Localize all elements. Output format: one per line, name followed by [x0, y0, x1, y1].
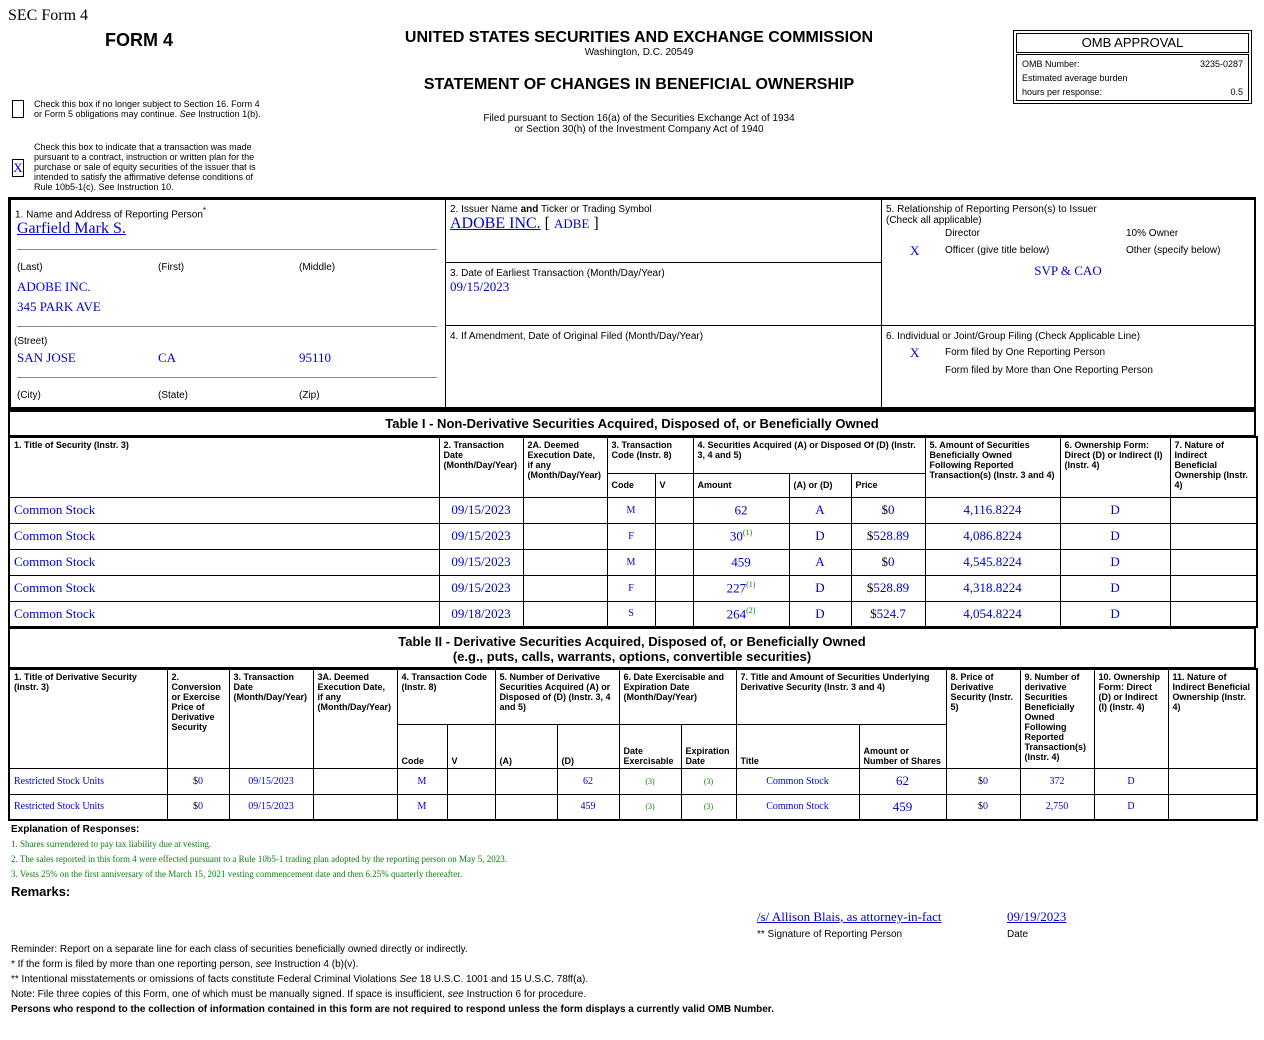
t1-deemed-cell [523, 601, 607, 627]
t1-form-cell: D [1060, 497, 1170, 523]
t2-date-cell: 09/15/2023 [229, 794, 313, 820]
name-rule [17, 249, 437, 250]
t1-form-cell: D [1060, 523, 1170, 549]
t1-price-dollar: $ [881, 554, 888, 569]
footer-note-1b: Instruction 4 (b)(v). [274, 959, 359, 970]
t1-h3: 3. Transaction Code (Instr. 8) [607, 437, 693, 473]
filed-pursuant-2: or Section 30(h) of the Investment Company Act of 1940 [514, 124, 764, 135]
t2-h11: 11. Nature of Indirect Beneficial Ownership (Instr. 4) [1168, 669, 1257, 768]
t1-code-cell: M [607, 497, 655, 523]
rule10b5-line: pursuant to a contract, instruction or written plan for the [34, 152, 255, 162]
t1-nature-cell [1170, 497, 1257, 523]
t1-amount-cell [693, 549, 789, 575]
t1-h5: 5. Amount of Securities Beneficially Owned Following Reported Transaction(s) (Instr. 3 and 4) [925, 437, 1060, 497]
footer-note-1 [11, 959, 358, 970]
filed-pursuant-1: Filed pursuant to Section 16(a) of the Securities Exchange Act of 1934 [483, 113, 795, 124]
bracket-open: [ [544, 215, 550, 232]
footer-omb-notice: Persons who respond to the collection of information contained in this form are not required to respond unless the form displays a currently valid OMB Number. [11, 1004, 774, 1015]
t1-v-cell [655, 523, 693, 549]
t1-price-dollar: $ [870, 605, 877, 621]
t1-h2: 2. Transaction Date (Month/Day/Year) [439, 437, 523, 497]
agency-title: UNITED STATES SECURITIES AND EXCHANGE COMMISSION [404, 29, 874, 46]
box6-label: 6. Individual or Joint/Group Filing (Check Applicable Line) [886, 331, 1141, 342]
t1-v-cell [655, 601, 693, 627]
t1-code-cell: S [607, 601, 655, 627]
box1-label-text: 1. Name and Address of Reporting Person [15, 209, 203, 221]
city-rule [17, 377, 437, 378]
t1-amount-cell [693, 497, 789, 523]
t2-uamount-cell: 62 [859, 768, 946, 794]
city-value: SAN JOSE [17, 350, 76, 365]
table1-title: Table I - Non-Derivative Securities Acquired, Disposed of, or Beneficially Owned [8, 410, 1256, 437]
omb-burden-label-1: Estimated average burden [1022, 73, 1128, 83]
t1-price-value: 528.89 [873, 580, 910, 595]
t1-price-cell [851, 549, 925, 575]
t2-utitle-cell: Common Stock [736, 794, 859, 820]
t2-h2: 2. Conversion or Exercise Price of Derivative Security [167, 669, 229, 768]
t2-conv-value: 0 [198, 775, 203, 787]
t2-conv-cell [167, 768, 229, 794]
one-person-check[interactable]: X [910, 345, 920, 360]
zip-value: 95110 [299, 350, 332, 365]
t2-price-value: 0 [983, 775, 988, 787]
t1-owned-cell: 4,054.8224 [925, 601, 1060, 627]
t2-sub-title: Title [736, 724, 859, 768]
t2-title-cell: Restricted Stock Units [9, 768, 167, 794]
t1-price-value: 524.7 [876, 605, 906, 621]
street-rule [17, 326, 437, 327]
remarks-title: Remarks: [11, 884, 71, 899]
box1-label [15, 206, 206, 220]
t1-amount-cell [693, 523, 789, 549]
box1-label-star: * [202, 206, 207, 215]
t1-ad-cell: D [789, 523, 851, 549]
table-row [9, 601, 1257, 627]
t1-sub-amount: Amount [693, 473, 789, 497]
signature-link[interactable]: /s/ Allison Blais, as attorney-in-fact [757, 909, 942, 924]
rule10b5-line: purchase or sale of equity securities of the issuer that is [34, 162, 256, 172]
t1-deemed-cell [523, 549, 607, 575]
t1-price-value: 0 [888, 502, 895, 517]
t2-price-cell [946, 794, 1020, 820]
t2-owned-cell: 372 [1020, 768, 1094, 794]
other-label: Other (specify below) [1126, 245, 1221, 256]
t2-sub-code: Code [397, 724, 447, 768]
section16-text-3: Instruction 1(b). [198, 109, 261, 119]
table1 [8, 436, 1258, 628]
t1-owned-cell: 4,116.8224 [925, 497, 1060, 523]
box4-label: 4. If Amendment, Date of Original Filed (Month/Day/Year) [450, 331, 704, 342]
middle-label: (Middle) [299, 262, 336, 273]
table-row [9, 575, 1257, 601]
t1-ad-cell: A [789, 497, 851, 523]
table2-title-2: (e.g., puts, calls, warrants, options, convertible securities) [452, 649, 812, 664]
footnote-2: 2. The sales reported in this form 4 were effected pursuant to a Rule 10b5-1 trading plan adopted by the reporting person on May 5, 2023. [11, 854, 508, 864]
table-row [9, 549, 1257, 575]
t2-h1: 1. Title of Derivative Security (Instr. 3) [9, 669, 167, 768]
issuer-name-link[interactable]: ADOBE INC. [450, 215, 541, 232]
omb-approval-box [1013, 30, 1252, 104]
t1-price-cell [851, 601, 925, 627]
t2-h10: 10. Ownership Form: Direct (D) or Indirect (I) (Instr. 4) [1094, 669, 1168, 768]
t2-sub-amount: Amount or Number of Shares [859, 724, 946, 768]
state-value: CA [158, 350, 177, 365]
t1-amount-value: 459 [731, 554, 751, 570]
box5-label [886, 204, 1097, 226]
t1-date-cell: 09/15/2023 [439, 575, 523, 601]
box2-label-and: and [520, 204, 539, 215]
statement-title: STATEMENT OF CHANGES IN BENEFICIAL OWNERSHIP [423, 76, 855, 93]
omb-burden-label-2: hours per response: [1022, 87, 1103, 97]
t1-price-dollar: $ [866, 580, 874, 595]
form-title: FORM 4 [105, 30, 174, 50]
ten-pct-label: 10% Owner [1126, 228, 1179, 239]
t2-code-cell: M [397, 794, 447, 820]
t1-code-cell: F [607, 523, 655, 549]
t2-deemed-cell [313, 768, 397, 794]
city-label: (City) [17, 390, 41, 401]
t1-deemed-cell [523, 497, 607, 523]
t1-title-cell: Common Stock [9, 549, 439, 575]
t1-price-cell [851, 523, 925, 549]
footer-note-2a: ** Intentional misstatements or omissions of facts constitute Federal Criminal Violations [11, 974, 397, 985]
box5-label-2: (Check all applicable) [886, 215, 982, 226]
t2-sub-exp: Expiration Date [681, 724, 736, 768]
t1-h2a: 2A. Deemed Execution Date, if any (Month/Day/Year) [523, 437, 607, 497]
rule10b5-text [34, 142, 256, 192]
t1-amount-footnote: (2) [746, 605, 756, 615]
date-label: Date [1007, 929, 1029, 940]
signature-label: ** Signature of Reporting Person [757, 929, 903, 940]
last-label: (Last) [17, 262, 43, 273]
t2-a-cell [495, 768, 557, 794]
box5-label-1: 5. Relationship of Reporting Person(s) to Issuer [886, 204, 1097, 215]
t2-exer-cell: (3) [619, 794, 681, 820]
one-person-label: Form filed by One Reporting Person [945, 347, 1106, 358]
box3-earliest-date [445, 262, 882, 326]
t1-code-cell: M [607, 549, 655, 575]
t2-v-cell [447, 794, 495, 820]
t1-amount-value: 62 [734, 502, 748, 518]
t2-h6: 6. Date Exercisable and Expiration Date (Month/Day/Year) [619, 669, 736, 724]
zip-label: (Zip) [299, 390, 320, 401]
street-label: (Street) [14, 336, 48, 347]
t1-v-cell [655, 549, 693, 575]
t2-price-dollar: $ [978, 801, 983, 813]
t2-sub-exer: Date Exercisable [619, 724, 681, 768]
box5-relationship [881, 199, 1255, 326]
t1-form-cell: D [1060, 549, 1170, 575]
t2-h8: 8. Price of Derivative Security (Instr. 5) [946, 669, 1020, 768]
omb-burden-value: 0.5 [1230, 87, 1243, 97]
reporting-person-name-link[interactable]: Garfield Mark S. [17, 220, 126, 237]
t2-utitle-cell: Common Stock [736, 768, 859, 794]
ticker-symbol: ADBE [554, 216, 590, 231]
t1-deemed-cell [523, 523, 607, 549]
t2-form-cell: D [1094, 768, 1168, 794]
omb-details [1016, 54, 1249, 101]
t2-price-dollar: $ [978, 775, 983, 787]
footer-reminder: Reminder: Report on a separate line for each class of securities beneficially owned directly or indirectly. [11, 944, 468, 955]
box3-value: 09/15/2023 [450, 279, 510, 294]
t1-amount-value: 264 [726, 605, 747, 621]
t1-price-value: 0 [888, 554, 895, 569]
officer-label: Officer (give title below) [945, 245, 1050, 256]
t1-price-cell [851, 497, 925, 523]
t1-owned-cell: 4,318.8224 [925, 575, 1060, 601]
t1-amount-value: 227 [726, 580, 747, 596]
box2-label [450, 204, 652, 215]
t2-conv-dollar: $ [193, 775, 198, 787]
t1-date-cell: 09/15/2023 [439, 549, 523, 575]
t1-title-cell: Common Stock [9, 575, 439, 601]
footnote-3: 3. Vests 25% on the first anniversary of the March 15, 2021 vesting commencement date and then 6.25% quarterly thereafter. [11, 869, 462, 879]
t1-amount-cell [693, 575, 789, 601]
t2-date-cell: 09/15/2023 [229, 768, 313, 794]
first-label: (First) [158, 262, 185, 273]
t1-v-cell [655, 575, 693, 601]
t2-h3a: 3A. Deemed Execution Date, if any (Month/Day/Year) [313, 669, 397, 768]
table-row [9, 794, 1257, 820]
t2-conv-value: 0 [198, 801, 203, 813]
t1-owned-cell: 4,086.8224 [925, 523, 1060, 549]
agency-address: Washington, D.C. 20549 [584, 47, 694, 58]
officer-title: SVP & CAO [1034, 263, 1102, 278]
section16-text [34, 99, 261, 119]
t1-sub-ad: (A) or (D) [789, 473, 851, 497]
t1-amount-footnote: (1) [742, 527, 753, 537]
t1-date-cell: 09/15/2023 [439, 523, 523, 549]
t1-v-cell [655, 497, 693, 523]
t1-h7: 7. Nature of Indirect Beneficial Ownership (Instr. 4) [1170, 437, 1257, 497]
footer-note-1a: * If the form is filed by more than one reporting person, [11, 959, 253, 970]
footer-note-2 [11, 974, 588, 985]
t2-form-cell: D [1094, 794, 1168, 820]
rule10b5-line: Check this box to indicate that a transaction was made [34, 142, 252, 152]
t2-price-value: 0 [983, 801, 988, 813]
t2-h4: 4. Transaction Code (Instr. 8) [397, 669, 495, 724]
footnote-1: 1. Shares surrendered to pay tax liability due at vesting. [11, 839, 212, 849]
t2-h3: 3. Transaction Date (Month/Day/Year) [229, 669, 313, 768]
t1-amount-value: 30 [729, 528, 743, 544]
t1-amount-footnote: (1) [746, 579, 756, 589]
rule10b5-line: intended to satisfy the affirmative defense conditions of [34, 172, 253, 182]
t2-exp-cell: (3) [681, 768, 736, 794]
officer-check[interactable]: X [910, 243, 920, 258]
t2-d-cell: 62 [557, 768, 619, 794]
t1-sub-price: Price [851, 473, 925, 497]
t2-exp-cell: (3) [681, 794, 736, 820]
t1-nature-cell [1170, 601, 1257, 627]
box2-label-a: 2. Issuer Name [450, 204, 518, 215]
address-line-1: ADOBE INC. [17, 279, 91, 294]
table-row [9, 523, 1257, 549]
t1-ad-cell: A [789, 549, 851, 575]
t1-deemed-cell [523, 575, 607, 601]
footer-note-1-see: see [255, 959, 272, 970]
rule10b5-checkbox[interactable]: X [13, 160, 23, 175]
t2-nature-cell [1168, 794, 1257, 820]
t1-nature-cell [1170, 575, 1257, 601]
explanation-title: Explanation of Responses: [11, 824, 140, 835]
box4-amendment [445, 325, 882, 408]
box2-issuer [445, 199, 882, 263]
state-label: (State) [158, 390, 189, 401]
t2-price-cell [946, 768, 1020, 794]
omb-number-value: 3235-0287 [1199, 59, 1243, 69]
sec-form-label: SEC Form 4 [8, 7, 89, 24]
omb-number-label: OMB Number: [1022, 59, 1080, 69]
t1-owned-cell: 4,545.8224 [925, 549, 1060, 575]
footer-note-3 [11, 989, 586, 1000]
t1-price-dollar: $ [881, 502, 888, 517]
t2-h5: 5. Number of Derivative Securities Acquired (A) or Disposed of (D) (Instr. 3, 4 and 5) [495, 669, 619, 724]
signature-date[interactable]: 09/19/2023 [1007, 909, 1067, 924]
section16-checkbox[interactable] [12, 100, 24, 118]
t2-conv-dollar: $ [193, 801, 198, 813]
issuer-line [450, 215, 599, 233]
t1-code-cell: F [607, 575, 655, 601]
table-row [9, 497, 1257, 523]
table2-title-1: Table II - Derivative Securities Acquired, Disposed of, or Beneficially Owned [398, 634, 866, 649]
section16-text-1: Check this box if no longer subject to Section 16. Form 4 [34, 99, 260, 109]
t1-title-cell: Common Stock [9, 497, 439, 523]
t2-sub-a: (A) [495, 724, 557, 768]
t1-date-cell: 09/18/2023 [439, 601, 523, 627]
footer-note-3a: Note: File three copies of this Form, one of which must be manually signed. If space is insufficient, [11, 989, 445, 1000]
t2-owned-cell: 2,750 [1020, 794, 1094, 820]
t1-form-cell: D [1060, 575, 1170, 601]
t1-ad-cell: D [789, 601, 851, 627]
t1-nature-cell [1170, 549, 1257, 575]
t2-a-cell [495, 794, 557, 820]
t2-h7: 7. Title and Amount of Securities Underlying Derivative Security (Instr. 3 and 4) [736, 669, 946, 724]
footer-note-3-see: see [447, 989, 464, 1000]
t2-conv-cell [167, 794, 229, 820]
more-persons-label: Form filed by More than One Reporting Person [945, 365, 1153, 376]
t1-title-cell: Common Stock [9, 523, 439, 549]
t1-h1: 1. Title of Security (Instr. 3) [9, 437, 439, 497]
t2-code-cell: M [397, 768, 447, 794]
t2-exer-cell: (3) [619, 768, 681, 794]
box2-label-b: Ticker or Trading Symbol [540, 204, 652, 215]
section16-text-2: or Form 5 obligations may continue. [34, 109, 178, 119]
t1-h6: 6. Ownership Form: Direct (D) or Indirect (I) (Instr. 4) [1060, 437, 1170, 497]
box3-label: 3. Date of Earliest Transaction (Month/Day/Year) [450, 268, 665, 279]
t1-nature-cell [1170, 523, 1257, 549]
footer-note-2-see: See [399, 974, 418, 985]
t2-deemed-cell [313, 794, 397, 820]
footer-note-3b: Instruction 6 for procedure. [466, 989, 587, 1000]
omb-title: OMB APPROVAL [1016, 33, 1249, 53]
footer-note-2b: 18 U.S.C. 1001 and 15 U.S.C. 78ff(a). [419, 974, 589, 985]
t2-title-cell: Restricted Stock Units [9, 794, 167, 820]
t2-sub-d: (D) [557, 724, 619, 768]
t2-nature-cell [1168, 768, 1257, 794]
bracket-close: ] [593, 215, 599, 232]
table2-title [8, 627, 1256, 669]
t1-date-cell: 09/15/2023 [439, 497, 523, 523]
table2 [8, 668, 1258, 821]
t1-price-cell [851, 575, 925, 601]
t1-title-cell: Common Stock [9, 601, 439, 627]
t2-uamount-cell: 459 [859, 794, 946, 820]
t2-d-cell: 459 [557, 794, 619, 820]
t1-price-dollar: $ [866, 528, 874, 543]
t1-sub-code: Code [607, 473, 655, 497]
table-row [9, 768, 1257, 794]
box1-reporting-person [10, 199, 446, 408]
t2-h9: 9. Number of derivative Securities Beneficially Owned Following Reported Transaction(s) (Instr. 4) [1020, 669, 1094, 768]
t2-sub-v: V [447, 724, 495, 768]
t1-amount-cell [693, 601, 789, 627]
t1-form-cell: D [1060, 601, 1170, 627]
t2-v-cell [447, 768, 495, 794]
section16-see: See [179, 109, 196, 119]
rule10b5-line: Rule 10b5-1(c). See Instruction 10. [34, 182, 174, 192]
address-line-2: 345 PARK AVE [17, 299, 101, 314]
t1-h4: 4. Securities Acquired (A) or Disposed Of (D) (Instr. 3, 4 and 5) [693, 437, 925, 473]
t1-sub-v: V [655, 473, 693, 497]
box6-filing [881, 325, 1255, 408]
t1-ad-cell: D [789, 575, 851, 601]
t1-price-value: 528.89 [873, 528, 910, 543]
director-label: Director [945, 228, 981, 239]
